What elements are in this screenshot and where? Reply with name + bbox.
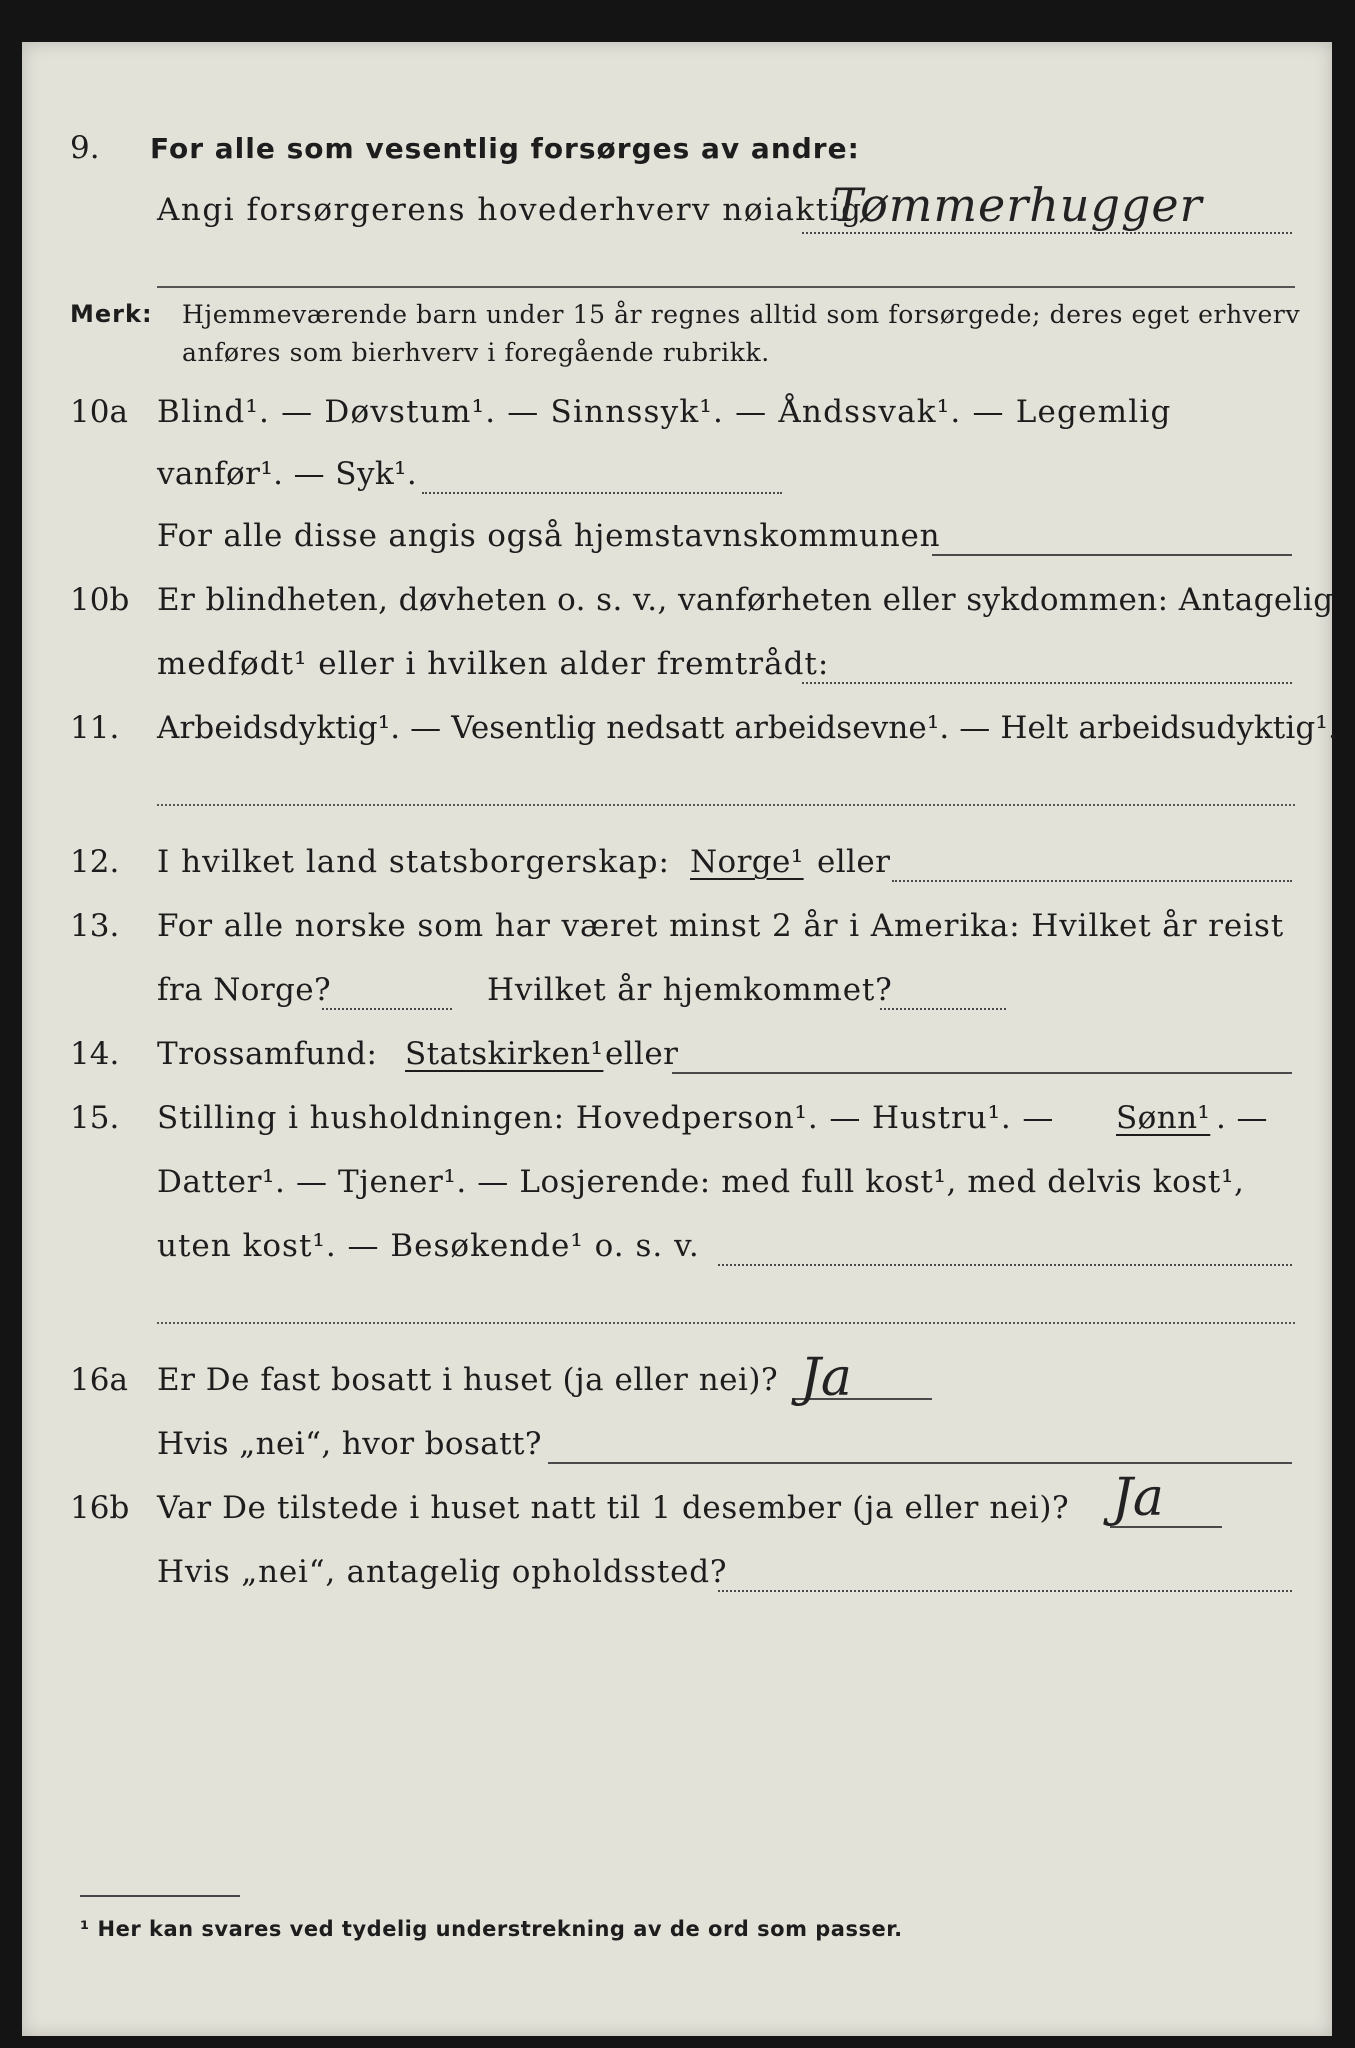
question-11-row (22, 710, 1338, 770)
answer-line (422, 492, 782, 494)
option-suffix: eller (817, 844, 891, 880)
question-10a-row-3 (22, 518, 1332, 578)
question-15-row-3 (22, 1228, 1332, 1288)
question-9-answer-row (22, 178, 1332, 252)
question-text-line3: uten kost¹. — Besøkende¹ o. s. v. (157, 1228, 700, 1264)
question-text-line1c: . — (1216, 1100, 1268, 1136)
answer-line (672, 1072, 1292, 1074)
question-number: 14. (70, 1036, 120, 1072)
question-12-row (22, 844, 1332, 904)
question-13-row-2 (22, 972, 1332, 1032)
question-16b-row (22, 1468, 1332, 1550)
question-15-row (22, 1100, 1332, 1160)
question-text-line1: Arbeidsdyktig¹. — Vesentlig nedsatt arbeidsevne¹. — Helt arbeidsudyktig¹. (157, 710, 1338, 746)
note-label: Merk: (70, 300, 153, 328)
question-15-row-2 (22, 1164, 1332, 1224)
field-label-a: fra Norge? (157, 972, 332, 1008)
question-10a-row-2 (22, 456, 1332, 516)
footnote: ¹ Her kan svares ved tydelig understrekning av de ord som passer. (80, 1917, 903, 1941)
question-heading: For alle som vesentlig forsørges av andre: (150, 132, 860, 165)
question-text-line3: For alle disse angis også hjemstavnskommunen (157, 518, 941, 554)
question-text-line2: vanfør¹. — Syk¹. (157, 456, 418, 492)
question-number: 11. (70, 710, 120, 746)
question-10b-row-2 (22, 646, 1332, 706)
question-number: 13. (70, 908, 120, 944)
handwritten-answer: Ja (800, 1348, 852, 1408)
option-norge: Norge¹ (690, 844, 804, 880)
question-16a-row (22, 1348, 1332, 1422)
answer-line (892, 880, 1292, 882)
field-label: Angi forsørgerens hovederhverv nøiaktig (157, 192, 863, 228)
question-number: 15. (70, 1100, 120, 1136)
census-form-page (22, 42, 1338, 2036)
separator-line (157, 1322, 1295, 1324)
separator-line (157, 286, 1295, 288)
question-10a-row (22, 394, 1332, 454)
option-sonn: Sønn¹ (1116, 1100, 1211, 1136)
handwritten-answer: Tømmerhugger (832, 178, 1203, 232)
question-text-line2: Datter¹. — Tjener¹. — Losjerende: med full kost¹, med delvis kost¹, (157, 1164, 1245, 1200)
question-label: I hvilket land statsborgerskap: (157, 844, 670, 880)
question-number: 16a (70, 1362, 128, 1398)
question-13-row (22, 908, 1332, 968)
question-text-line1a: Stilling i husholdningen: Hovedperson¹. — Hustru¹. — (157, 1100, 1055, 1136)
answer-line (802, 232, 1292, 234)
answer-line (932, 554, 1292, 556)
answer-line (718, 1590, 1292, 1592)
question-label: Var De tilstede i huset natt til 1 desember (ja eller nei)? (157, 1490, 1070, 1526)
question-number: 9. (70, 130, 100, 166)
separator-line (157, 804, 1295, 806)
question-number: 10b (70, 582, 130, 618)
handwritten-answer: Ja (1112, 1468, 1164, 1528)
question-text-line2: medfødt¹ eller i hvilken alder fremtrådt: (157, 646, 830, 682)
question-label: Er De fast bosatt i huset (ja eller nei)? (157, 1362, 779, 1398)
question-14-row (22, 1036, 1332, 1096)
footnote-rule (80, 1895, 240, 1897)
question-number: 12. (70, 844, 120, 880)
note-text-line1: Hjemmeværende barn under 15 år regnes alltid som forsørgede; deres eget erhverv (182, 300, 1301, 329)
question-text-line1: Blind¹. — Døvstum¹. — Sinnssyk¹. — Åndssvak¹. — Legemlig (157, 394, 1172, 430)
question-number: 10a (70, 394, 128, 430)
field-label: Hvis „nei“, antagelig opholdssted? (157, 1554, 728, 1590)
question-label: Trossamfund: (157, 1036, 378, 1072)
answer-line (322, 1008, 452, 1010)
question-10b-row (22, 582, 1332, 642)
field-label-b: Hvilket år hjemkommet? (487, 972, 893, 1008)
question-16b-row-2 (22, 1554, 1332, 1614)
answer-line (880, 1008, 1006, 1010)
answer-line (718, 1264, 1292, 1266)
question-text-line1: Er blindheten, døvheten o. s. v., vanførheten eller sykdommen: Antagelig (157, 582, 1334, 618)
answer-line (802, 682, 1292, 684)
field-label: Hvis „nei“, hvor bosatt? (157, 1426, 542, 1462)
note-row-2 (22, 338, 1332, 398)
note-text-line2: anføres som bierhverv i foregående rubrikk. (182, 338, 770, 367)
question-number: 16b (70, 1490, 130, 1526)
option-statskirken: Statskirken¹ (405, 1036, 604, 1072)
answer-line (548, 1462, 1292, 1464)
option-suffix: eller (605, 1036, 679, 1072)
question-text-line1: For alle norske som har været minst 2 år i Amerika: Hvilket år reist (157, 908, 1285, 944)
